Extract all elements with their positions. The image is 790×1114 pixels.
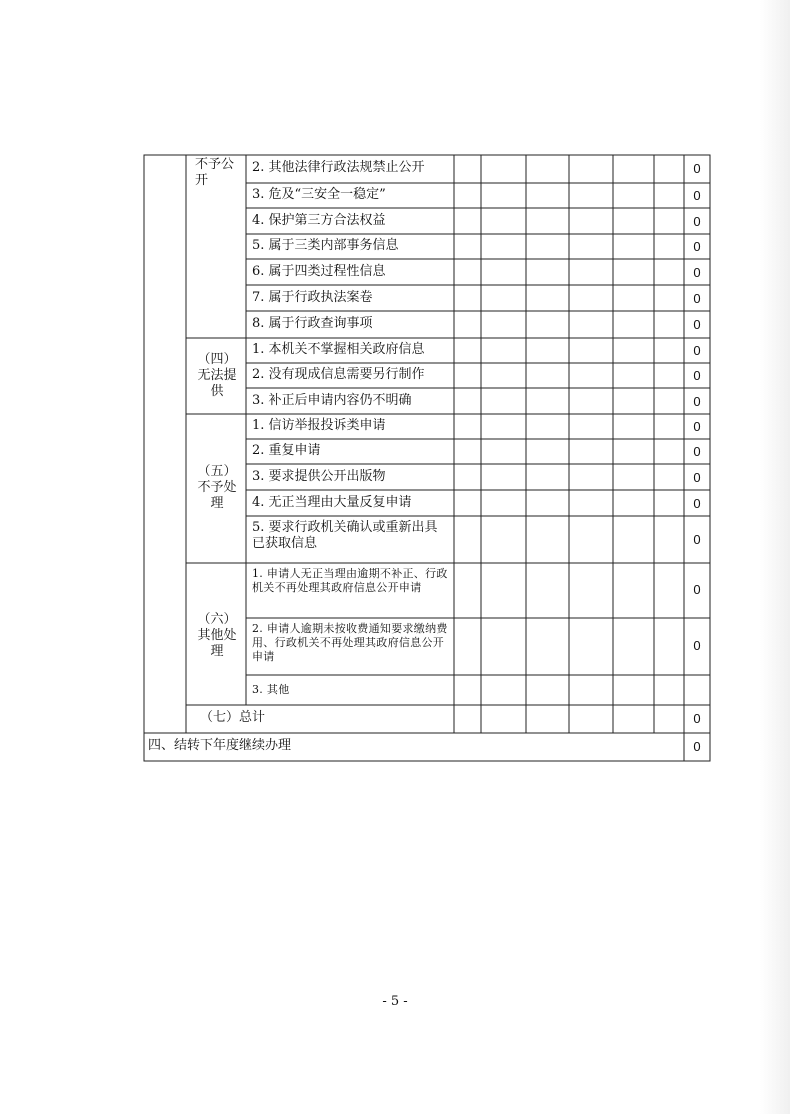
- value-cell: 0: [693, 161, 701, 176]
- item-label: 3. 危及“三安全一稳定”: [252, 187, 386, 202]
- value-cell: 0: [693, 368, 701, 383]
- group-label-text: （四） 无法提 供: [197, 352, 237, 399]
- carryover-value: 0: [693, 739, 701, 754]
- item-label: 2. 重复申请: [252, 443, 321, 458]
- item-label: 2. 其他法律行政法规禁止公开: [252, 160, 425, 175]
- total-value: 0: [693, 711, 701, 726]
- item-label: 8. 属于行政查询事项: [252, 316, 373, 331]
- item-label: 2. 没有现成信息需要另行制作: [252, 367, 425, 382]
- item-label: 5. 属于三类内部事务信息: [252, 238, 399, 253]
- group-label-text: （五） 不予处 理: [197, 464, 237, 511]
- group-label-unable-provide: [193, 352, 241, 400]
- group-label-text: （六） 其他处 理: [197, 612, 237, 659]
- item-label: 4. 保护第三方合法权益: [252, 213, 386, 228]
- item-label: 1. 本机关不掌握相关政府信息: [252, 342, 425, 357]
- item-label: 2. 申请人逾期未按收费通知要求缴纳费用、行政机关不再处理其政府信息公开申请: [252, 622, 448, 663]
- value-cell: 0: [693, 444, 701, 459]
- item-label: 3. 其他: [252, 683, 290, 696]
- item-label: 1. 申请人无正当理由逾期不补正、行政机关不再处理其政府信息公开申请: [252, 567, 448, 594]
- value-cell: 0: [693, 394, 701, 409]
- item-label: 6. 属于四类过程性信息: [252, 264, 386, 279]
- item-label: 5. 要求行政机关确认或重新出具已获取信息: [252, 520, 438, 551]
- item-label: 3. 要求提供公开出版物: [252, 469, 386, 484]
- group-label-not-processed: [193, 464, 241, 512]
- total-label: （七）总计: [200, 710, 266, 725]
- value-cell: 0: [693, 188, 701, 203]
- item-label: 7. 属于行政执法案卷: [252, 290, 373, 305]
- item-label: 3. 补正后申请内容仍不明确: [252, 393, 412, 408]
- group-label-not-disclosed: [195, 157, 243, 189]
- item-label: 1. 信访举报投诉类申请: [252, 418, 386, 433]
- value-cell: 0: [693, 291, 701, 306]
- carryover-label: 四、结转下年度继续办理: [148, 738, 292, 753]
- value-cell: 0: [693, 582, 701, 597]
- value-cell: 0: [693, 239, 701, 254]
- group-label-other-processing: [193, 612, 241, 660]
- value-cell: 0: [693, 317, 701, 332]
- group-label-text: 不予公 开: [195, 157, 235, 188]
- page-number: - 5 -: [382, 994, 408, 1009]
- value-cell: 0: [693, 343, 701, 358]
- item-label: 4. 无正当理由大量反复申请: [252, 495, 412, 510]
- value-cell: 0: [693, 214, 701, 229]
- value-cell: 0: [693, 638, 701, 653]
- value-cell: 0: [693, 419, 701, 434]
- value-cell: 0: [693, 496, 701, 511]
- value-cell: 0: [693, 532, 701, 547]
- value-cell: 0: [693, 470, 701, 485]
- value-cell: 0: [693, 265, 701, 280]
